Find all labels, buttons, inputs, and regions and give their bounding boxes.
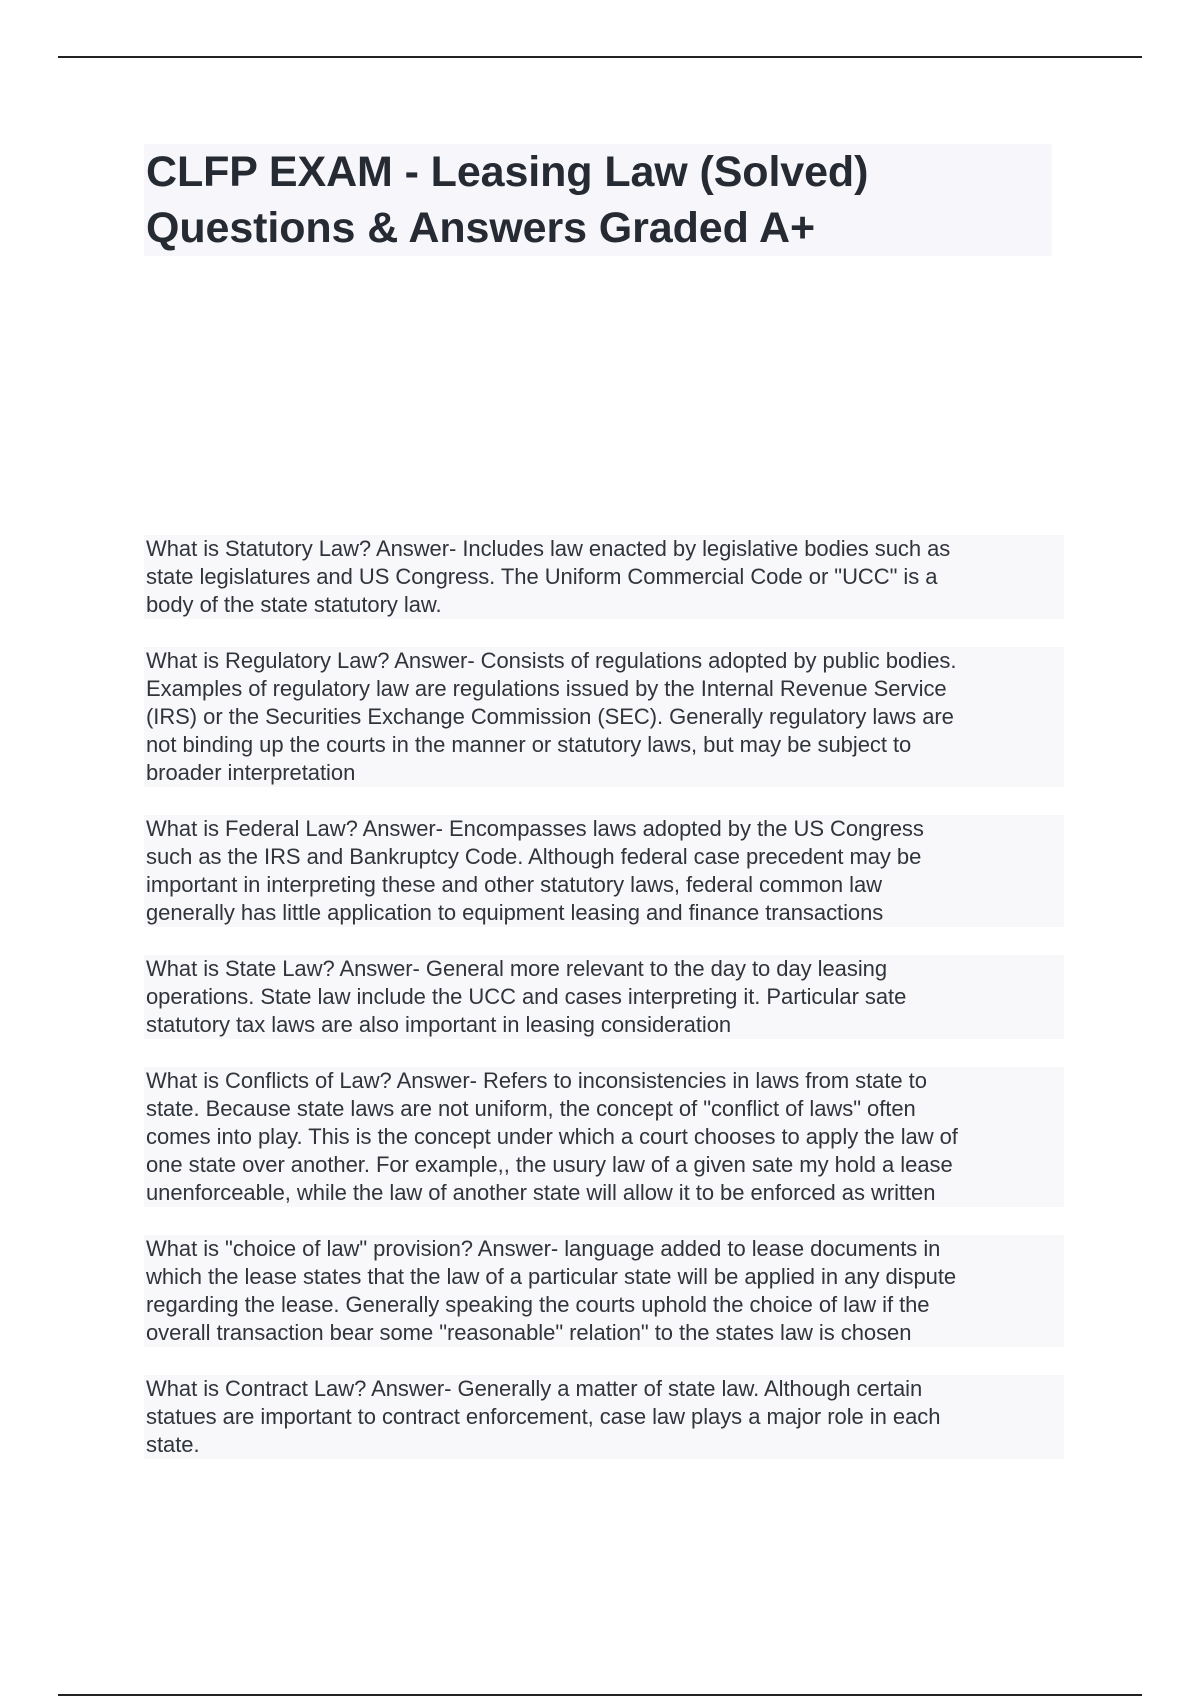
qa-line: body of the state statutory law. xyxy=(146,592,442,617)
qa-line: state legislatures and US Congress. The Uniform Commercial Code or "UCC" is a xyxy=(146,564,938,589)
qa-line: statutory tax laws are also important in leasing consideration xyxy=(146,1012,732,1037)
qa-line: comes into play. This is the concept under which a court chooses to apply the law of xyxy=(146,1124,958,1149)
document-title-line: CLFP EXAM - Leasing Law (Solved) xyxy=(146,148,869,196)
qa-line: What is "choice of law" provision? Answer- language added to lease documents in xyxy=(146,1236,941,1261)
qa-item-federal-law xyxy=(144,815,1064,927)
qa-line: (IRS) or the Securities Exchange Commission (SEC). Generally regulatory laws are xyxy=(146,704,954,729)
qa-line: statues are important to contract enforcement, case law plays a major role in each xyxy=(146,1404,941,1429)
qa-line: What is State Law? Answer- General more relevant to the day to day leasing xyxy=(146,956,888,981)
qa-item-conflicts-of-law xyxy=(144,1067,1064,1207)
qa-line: regarding the lease. Generally speaking the courts uphold the choice of law if the xyxy=(146,1292,930,1317)
qa-line: state. Because state laws are not uniform, the concept of "conflict of laws" often xyxy=(146,1096,916,1121)
qa-item-state-law xyxy=(144,955,1064,1039)
qa-line: operations. State law include the UCC and cases interpreting it. Particular sate xyxy=(146,984,907,1009)
document-title-line: Questions & Answers Graded A+ xyxy=(146,204,815,252)
qa-line: What is Conflicts of Law? Answer- Refers to inconsistencies in laws from state to xyxy=(146,1068,927,1093)
qa-item-statutory-law xyxy=(144,535,1064,619)
qa-line: What is Statutory Law? Answer- Includes law enacted by legislative bodies such as xyxy=(146,536,951,561)
qa-line: one state over another. For example,, the usury law of a given sate my hold a lease xyxy=(146,1152,953,1177)
qa-item-regulatory-law xyxy=(144,647,1064,787)
qa-line: important in interpreting these and other statutory laws, federal common law xyxy=(146,872,883,897)
qa-line: broader interpretation xyxy=(146,760,356,785)
qa-line: such as the IRS and Bankruptcy Code. Although federal case precedent may be xyxy=(146,844,922,869)
qa-line: state. xyxy=(146,1432,200,1457)
qa-line: which the lease states that the law of a particular state will be applied in any dispute xyxy=(146,1264,957,1289)
qa-list xyxy=(144,535,1064,1487)
qa-line: unenforceable, while the law of another state will allow it to be enforced as written xyxy=(146,1180,936,1205)
qa-line: What is Regulatory Law? Answer- Consists of regulations adopted by public bodies. xyxy=(146,648,957,673)
qa-item-contract-law xyxy=(144,1375,1064,1459)
footer-rule xyxy=(58,1694,1142,1696)
qa-line: generally has little application to equipment leasing and finance transactions xyxy=(146,900,884,925)
document-title xyxy=(144,144,1052,256)
qa-line: What is Contract Law? Answer- Generally a matter of state law. Although certain xyxy=(146,1376,923,1401)
qa-line: What is Federal Law? Answer- Encompasses laws adopted by the US Congress xyxy=(146,816,924,841)
header-rule xyxy=(58,56,1142,58)
qa-item-choice-of-law xyxy=(144,1235,1064,1347)
qa-line: Examples of regulatory law are regulations issued by the Internal Revenue Service xyxy=(146,676,947,701)
qa-line: overall transaction bear some "reasonable" relation" to the states law is chosen xyxy=(146,1320,912,1345)
qa-line: not binding up the courts in the manner or statutory laws, but may be subject to xyxy=(146,732,912,757)
